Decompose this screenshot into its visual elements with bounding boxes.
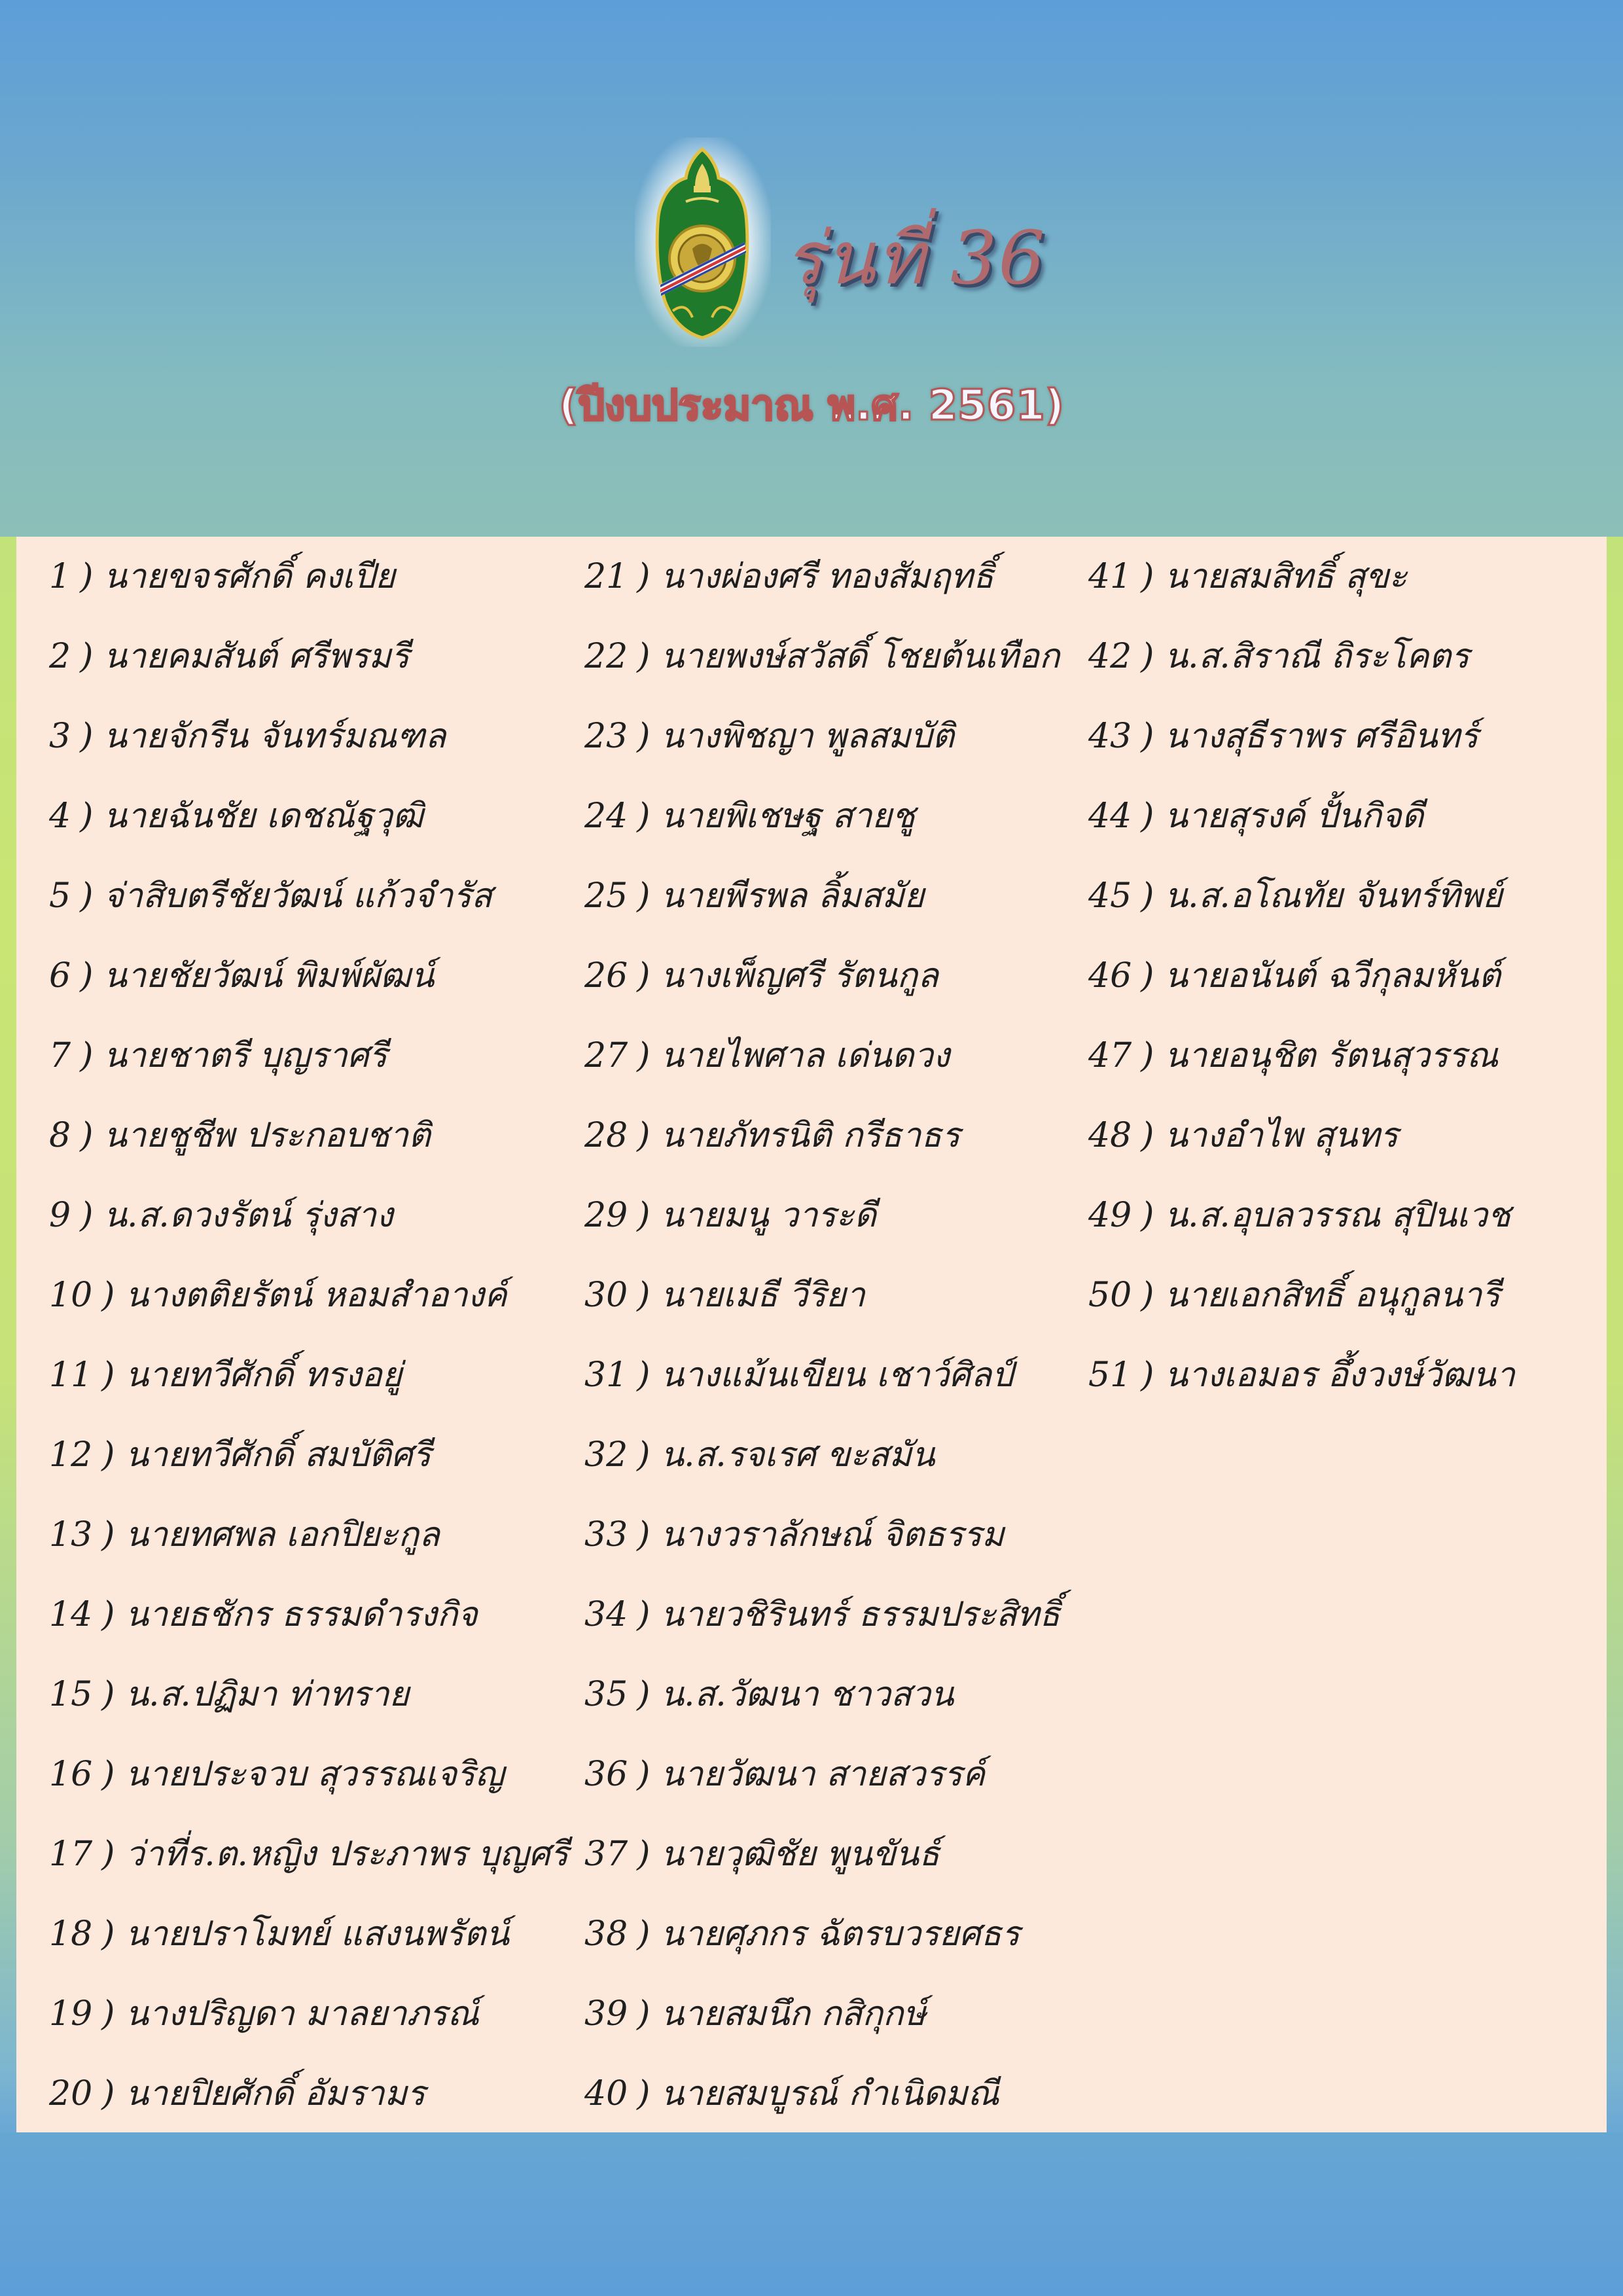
member-row — [49, 617, 410, 696]
member-name: นางวราลักษณ์ จิตธรรม — [660, 1515, 1005, 1554]
number-separator: ) — [637, 1276, 651, 1315]
number-separator: ) — [1141, 637, 1154, 676]
member-number: 33 — [584, 1515, 628, 1554]
member-name: นายอนันต์ ฉวีกุลมหันต์ — [1164, 956, 1501, 996]
member-row — [49, 1415, 431, 1495]
member-row — [584, 1734, 985, 1814]
member-name: นายทวีศักดิ์ สมบัติศรี — [125, 1435, 431, 1475]
number-separator: ) — [1141, 1036, 1154, 1075]
member-name: นายวุฒิชัย พูนขันธ์ — [660, 1835, 940, 1874]
member-name: นายเมธี วีริยา — [660, 1276, 865, 1315]
member-row — [584, 1175, 876, 1255]
number-separator: ) — [80, 717, 94, 756]
member-row — [584, 1894, 1020, 1974]
number-separator: ) — [1141, 956, 1154, 996]
member-name: น.ส.สิราณี ถิระโคตร — [1164, 637, 1470, 676]
member-number: 41 — [1088, 557, 1132, 596]
member-row — [584, 1814, 940, 1894]
member-name: นายจักรีน จันทร์มณฑล — [103, 717, 446, 756]
number-separator: ) — [101, 1835, 115, 1874]
member-name: นายพงษ์สวัสดิ์ โชยต้นเทือก — [660, 637, 1060, 676]
member-number: 7 — [49, 1036, 71, 1075]
member-number: 38 — [584, 1914, 628, 1954]
member-row — [49, 1655, 409, 1734]
member-name: น.ส.รจเรศ ขะสมัน — [660, 1435, 935, 1475]
number-separator: ) — [637, 1675, 651, 1714]
number-separator: ) — [1141, 1196, 1154, 1235]
member-name: นางผ่องศรี ทองสัมฤทธิ์ — [660, 557, 994, 596]
number-separator: ) — [637, 1595, 651, 1634]
member-number: 23 — [584, 717, 628, 756]
member-number: 35 — [584, 1675, 628, 1714]
number-separator: ) — [1141, 797, 1154, 836]
member-name: น.ส.อโณทัย จันทร์ทิพย์ — [1164, 876, 1503, 916]
member-row — [584, 617, 1060, 696]
member-name: นายธชักร ธรรมดำรงกิจ — [125, 1595, 478, 1634]
member-row — [49, 1814, 569, 1894]
member-number: 48 — [1088, 1116, 1132, 1155]
number-separator: ) — [80, 557, 94, 596]
member-number: 29 — [584, 1196, 628, 1235]
member-row — [584, 696, 954, 776]
member-row — [49, 1096, 431, 1175]
number-separator: ) — [101, 1755, 115, 1794]
member-name: นายฉันชัย เดชณัฐวุฒิ — [103, 797, 423, 836]
number-separator: ) — [101, 1914, 115, 1954]
number-separator: ) — [101, 1515, 115, 1554]
member-number: 50 — [1088, 1276, 1132, 1315]
member-row — [1088, 1255, 1500, 1335]
number-separator: ) — [1141, 1116, 1154, 1155]
member-number: 14 — [49, 1595, 93, 1634]
member-name: จ่าสิบตรีชัยวัฒน์ แก้วจำรัส — [103, 876, 493, 916]
member-number: 27 — [584, 1036, 628, 1075]
number-separator: ) — [637, 557, 651, 596]
member-row — [584, 1655, 954, 1734]
member-name: นายวัฒนา สายสวรรค์ — [660, 1755, 986, 1794]
member-name: นางปริญดา มาลยาภรณ์ — [125, 1994, 479, 2034]
member-number: 30 — [584, 1276, 628, 1315]
member-row — [1088, 856, 1503, 936]
number-separator: ) — [1141, 717, 1154, 756]
member-number: 11 — [49, 1355, 93, 1395]
member-row — [584, 1255, 865, 1335]
member-number: 31 — [584, 1355, 628, 1395]
number-separator: ) — [101, 1595, 115, 1634]
number-separator: ) — [101, 1276, 115, 1315]
member-row — [49, 776, 423, 856]
member-row — [49, 1016, 387, 1096]
footer-background — [0, 2132, 1623, 2296]
member-name: นายปิยศักดิ์ อัมรามร — [125, 2074, 425, 2113]
number-separator: ) — [80, 797, 94, 836]
number-separator: ) — [101, 1994, 115, 2034]
member-number: 49 — [1088, 1196, 1132, 1235]
member-number: 21 — [584, 557, 628, 596]
number-separator: ) — [80, 1036, 94, 1075]
member-row — [49, 1894, 509, 1974]
member-number: 46 — [1088, 956, 1132, 996]
number-separator: ) — [101, 1435, 115, 1475]
member-row — [1088, 696, 1478, 776]
number-separator: ) — [637, 1036, 651, 1075]
member-row — [1088, 1096, 1399, 1175]
member-row — [49, 1255, 507, 1335]
member-name: นายสุรงค์ ปั้นกิจดี — [1164, 797, 1424, 836]
number-separator: ) — [637, 956, 651, 996]
member-name: นางตติยรัตน์ หอมสำอางค์ — [125, 1276, 507, 1315]
number-separator: ) — [637, 876, 651, 916]
member-name: นายทศพล เอกปิยะกูล — [125, 1515, 440, 1554]
number-separator: ) — [101, 2074, 115, 2113]
number-separator: ) — [637, 1116, 651, 1155]
member-name: นางพิชญา พูลสมบัติ — [660, 717, 955, 756]
number-separator: ) — [80, 1116, 94, 1155]
member-name: นายเอกสิทธิ์ อนุกูลนารี — [1164, 1276, 1501, 1315]
member-number: 34 — [584, 1595, 628, 1634]
member-row — [49, 696, 446, 776]
number-separator: ) — [637, 717, 651, 756]
member-name: นายทวีศักดิ์ ทรงอยู่ — [125, 1355, 402, 1395]
member-row — [584, 1096, 960, 1175]
member-name: นายศุภกร ฉัตรบวรยศธร — [660, 1914, 1020, 1954]
member-row — [584, 776, 915, 856]
member-row — [584, 537, 994, 617]
member-name: นายสมนึก กสิกุกษ์ — [660, 1994, 926, 2034]
member-row — [49, 1734, 504, 1814]
member-name: นายชัยวัฒน์ พิมพ์ผัฒน์ — [103, 956, 435, 996]
number-separator: ) — [637, 1835, 651, 1874]
member-row — [584, 1575, 1060, 1655]
number-separator: ) — [101, 1355, 115, 1395]
member-row — [49, 1495, 440, 1575]
member-name: นางเพ็ญศรี รัตนกูล — [660, 956, 939, 996]
member-row — [49, 936, 434, 1016]
member-number: 51 — [1088, 1355, 1132, 1395]
number-separator: ) — [1141, 1355, 1154, 1395]
member-number: 28 — [584, 1116, 628, 1155]
member-name: นายปราโมทย์ แสงนพรัตน์ — [125, 1914, 510, 1954]
number-separator: ) — [637, 1355, 651, 1395]
member-number: 2 — [49, 637, 71, 676]
member-number: 5 — [49, 876, 71, 916]
member-row — [49, 1335, 402, 1415]
member-row — [584, 856, 924, 936]
member-name: ว่าที่ร.ต.หญิง ประภาพร บุญศรี — [125, 1835, 569, 1874]
member-number: 43 — [1088, 717, 1132, 756]
member-row — [49, 2054, 425, 2134]
member-number: 37 — [584, 1835, 628, 1874]
member-name: นายคมสันต์ ศรีพรมรี — [103, 637, 410, 676]
number-separator: ) — [637, 2074, 651, 2113]
member-name: น.ส.ดวงรัตน์ รุ่งสาง — [103, 1196, 393, 1235]
member-number: 16 — [49, 1755, 93, 1794]
member-row — [49, 537, 395, 617]
member-number: 32 — [584, 1435, 628, 1475]
member-row — [1088, 1335, 1515, 1415]
member-number: 1 — [49, 557, 71, 596]
member-name: นางสุธีราพร ศรีอินทร์ — [1164, 717, 1478, 756]
member-number: 8 — [49, 1116, 71, 1155]
member-row — [49, 856, 492, 936]
member-name: นายมนู วาระดี — [660, 1196, 877, 1235]
member-number: 40 — [584, 2074, 628, 2113]
member-number: 45 — [1088, 876, 1132, 916]
member-name: นายภัทรนิติ กรีธาธร — [660, 1116, 961, 1155]
member-name: นายพิเชษฐ สายชู — [660, 797, 916, 836]
member-number: 25 — [584, 876, 628, 916]
member-number: 20 — [49, 2074, 93, 2113]
number-separator: ) — [80, 1196, 94, 1235]
member-number: 24 — [584, 797, 628, 836]
member-name: นายอนุชิต รัตนสุวรรณ — [1164, 1036, 1499, 1075]
number-separator: ) — [80, 956, 94, 996]
member-row — [584, 1016, 950, 1096]
member-row — [1088, 936, 1501, 1016]
number-separator: ) — [637, 1994, 651, 2034]
member-number: 6 — [49, 956, 71, 996]
number-separator: ) — [637, 637, 651, 676]
member-name: นางเอมอร อึ้งวงษ์วัฒนา — [1164, 1355, 1515, 1395]
member-row — [584, 1974, 926, 2054]
member-name: นายประจวบ สุวรรณเจริญ — [125, 1755, 505, 1794]
number-separator: ) — [101, 1675, 115, 1714]
member-row — [49, 1575, 478, 1655]
member-list-panel — [16, 537, 1607, 2132]
member-row — [1088, 1016, 1498, 1096]
member-row — [1088, 776, 1423, 856]
member-row — [584, 936, 938, 1016]
number-separator: ) — [637, 797, 651, 836]
member-number: 39 — [584, 1994, 628, 2034]
member-number: 44 — [1088, 797, 1132, 836]
member-number: 17 — [49, 1835, 93, 1874]
member-row — [49, 1175, 393, 1255]
member-name: นายพีรพล ลิ้มสมัย — [660, 876, 925, 916]
member-number: 47 — [1088, 1036, 1132, 1075]
member-number: 42 — [1088, 637, 1132, 676]
number-separator: ) — [80, 876, 94, 916]
number-separator: ) — [1141, 876, 1154, 916]
number-separator: ) — [637, 1914, 651, 1954]
member-row — [49, 1974, 479, 2054]
batch-title: รุ่นที่ 36 — [784, 216, 1046, 301]
member-name: น.ส.ปฏิมา ท่าทราย — [125, 1675, 410, 1714]
member-row — [584, 1335, 1013, 1415]
member-number: 9 — [49, 1196, 71, 1235]
member-name: นายสมสิทธิ์ สุขะ — [1164, 557, 1408, 596]
member-row — [584, 2054, 999, 2134]
member-number: 12 — [49, 1435, 93, 1475]
member-number: 13 — [49, 1515, 93, 1554]
member-name: นายชูชีพ ประกอบชาติ — [103, 1116, 431, 1155]
member-row — [1088, 617, 1469, 696]
member-row — [584, 1415, 935, 1495]
number-separator: ) — [637, 1435, 651, 1475]
member-number: 18 — [49, 1914, 93, 1954]
member-name: นางแม้นเขียน เชาว์ศิลป์ — [660, 1355, 1014, 1395]
number-separator: ) — [80, 637, 94, 676]
member-name: นายสมบูรณ์ กำเนิดมณี — [660, 2074, 999, 2113]
member-number: 10 — [49, 1276, 93, 1315]
member-row — [1088, 1175, 1510, 1255]
member-name: นายวชิรินทร์ ธรรมประสิทธิ์ — [660, 1595, 1060, 1634]
member-number: 26 — [584, 956, 628, 996]
member-name: นายชาตรี บุญราศรี — [103, 1036, 387, 1075]
fiscal-year-subtitle: (ปีงบประมาณ พ.ศ. 2561) — [559, 382, 1064, 430]
member-number: 3 — [49, 717, 71, 756]
number-separator: ) — [1141, 1276, 1154, 1315]
member-name: น.ส.วัฒนา ชาวสวน — [660, 1675, 954, 1714]
member-name: นายไพศาล เด่นดวง — [660, 1036, 950, 1075]
member-row — [1088, 537, 1407, 617]
member-number: 36 — [584, 1755, 628, 1794]
member-number: 4 — [49, 797, 71, 836]
number-separator: ) — [1141, 557, 1154, 596]
number-separator: ) — [637, 1755, 651, 1794]
member-row — [584, 1495, 1004, 1575]
school-emblem — [647, 144, 758, 340]
number-separator: ) — [637, 1515, 651, 1554]
member-name: นางอำไพ สุนทร — [1164, 1116, 1399, 1155]
member-number: 19 — [49, 1994, 93, 2034]
member-number: 22 — [584, 637, 628, 676]
member-name: นายขจรศักดิ์ คงเปีย — [103, 557, 395, 596]
number-separator: ) — [637, 1196, 651, 1235]
member-number: 15 — [49, 1675, 93, 1714]
member-name: น.ส.อุบลวรรณ สุปินเวช — [1164, 1196, 1511, 1235]
